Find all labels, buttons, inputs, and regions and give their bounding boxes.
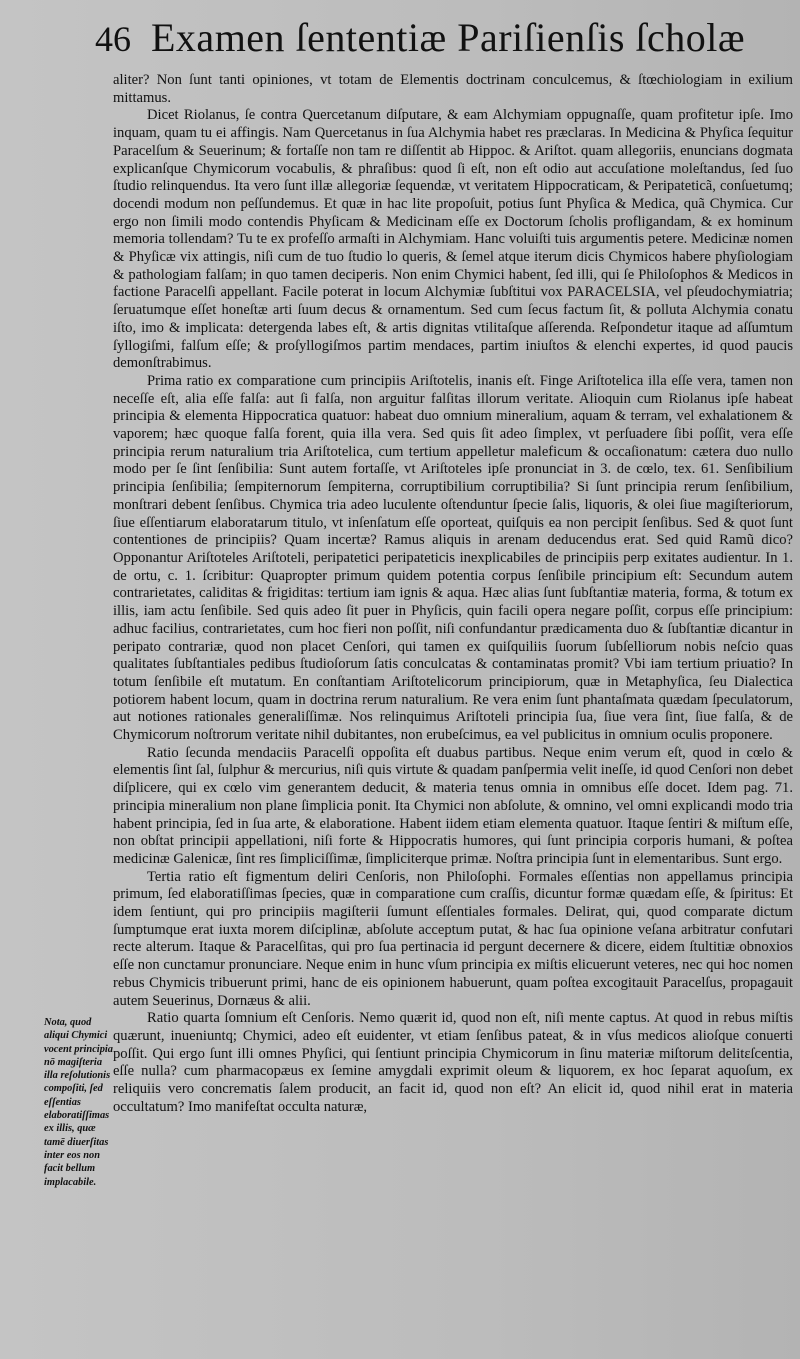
paragraph: Tertia ratio eſt figmentum deliri Cenſoris, non Philoſophi. Formales eſſentias non appellamus principia primum, ſed elaboratiſſimas ſpecies, quæ in comparatione cum craſſis, dicuntur formæ quædam eſſe, & ſpiritus: Et idem ſentiunt, qui pro principiis magiſterii ſumunt eſſentiales formales. Delirat, qui, quod comparate dictum ſumptumque erat iuxta morem diſciplinæ, abſolute acceptum putat, & hac ſua opinione veſana arbitratur confutari recte alterum. Itaque & Paracelſitas, qui pro ſua pertinacia id pergunt decernere & dicere, eidem ſtultitiæ obnoxios eſſe non cunctamur pronunciare. Neque enim in hunc vſum principia ex miſtis elicuerunt veteres, nec qui hoc nomen rebus Chymicis tribuerunt primi, hanc de eis opinionem habuerunt, quam poſtea excogitauit Paracelſus, propagauit autem Seuerinus, Dornæus & alii. [113,868,793,1009]
running-title: Examen ſententiæ Pariſienſis ſcholæ [151,15,746,60]
page-number: 46 [95,19,131,59]
page-header [95,14,795,68]
paragraph: Dicet Riolanus, ſe contra Quercetanum diſputare, & eam Alchymiam oppugnaſſe, quam profitetur ipſe. Imo inquam, quam tu ei affingis. Nam Quercetanus in ſua Alchymia habet res præclaras. In Medicina & Phyſica ſequitur Paracelſum & Seuerinum; & fortaſſe non tam re diſſentit ab Hippoc. & Ariſtot. quam allegoriis, enuncians dogmata explicanſque Chymicorum vocabulis, & phraſibus: quod ſi eſt, non eſt odio aut accuſatione moleſtandus, ſed ſuo ſtudio relinquendus. Ita vero ſunt illæ allegoriæ ſequendæ, vt veritatem Hippocraticam, & Peripateticã, conſuetumq; docendi modum non peſſundemus. Et quæ in hac lite propoſuit, potius ſunt Phyſica & Medica, quã Chymica. Cur ergo non ſimili modo contendis Phyſicam & Medicinam eſſe ex Doctorum ſcholis profligandam, & ex hominum memoria tollendam? Tu te ex profeſſo armaſti in Alchymiam. Hanc voluiſti tuis argumentis petere. Medicinæ nomen & Phyſicæ vix attingis, niſi cum de tuo ſtudio lo queris, & ſemel atque iterum dicis Chymicos habere phyſiologiam & pathologiam falſam; in quo tamen deciperis. Non enim Chymici habent, ſed illi, qui ſe Philoſophos & Medicos in factione Paracelſi appellant. Facile poterat in locum Alchymiæ ſubſtitui vox PARACELSIA, vel pſeudochymiatria; ſeruatumque eſſet honeſtæ arti ſuum decus & ornamentum. Sed cum ſecus factum ſit, & polluta Alchymia conatu iſto, imo & implicata: detergenda labes eſt, & artis dignitas vtilitaſque aſſerenda. Reſpondetur itaque ad aſſumtum ſyllogiſmi, falſum eſſe; & proſyllogiſmos partim mendaces, partim iniuſtos & elenchi expertes, id quod paucis demonſtrabimus. [113,107,793,372]
paragraph: aliter? Non ſunt tanti opiniones, vt totam de Elementis doctrinam conculcemus, & ſtœchiologiam in exilium mittamus. [113,72,793,106]
main-text-block [113,72,793,1116]
paragraph: Prima ratio ex comparatione cum principiis Ariſtotelis, inanis eſt. Finge Ariſtotelica illa eſſe vera, tamen non neceſſe eſt, alia eſſe falſa: aut ſi falſa, non arguitur falſitas illorum veritate. Alioquin cum Riolanus ipſe habeat principia & elementa Hippocratica quatuor: habeat duo omnium mineralium, aquam & terram, vel exhalationem & vaporem; hæc quoque falſa forent, quia illa vera. Sed quis ſit adeo ſimplex, vt perſuadere ſibi poſſit, vera eſſe principia rerum naturalium tria Ariſtotelica, cum tertium appelletur maleficum & occaſionatum: cætera duo nullo modo per ſe ſint ſenſibilia: Sunt autem fortaſſe, vt Ariſtoteles ipſe pronunciat in 3. de cœlo, tex. 61. Senſibilium principia ſenſibilia; ſempiternorum ſempiterna, corruptibilium corruptibilia? Si ſunt principia rerum ſenſibilium, monſtrari debent ſenſibus. Chymica tria adeo luculente oſtenduntur ſpecie ſalis, liquoris, & olei ſiue magiſteriorum, ſiue eſſentiarum elaboratarum titulo, vt inſenſatum eſſe oporteat, quiſquis ea non percipit ſenſibus. Sed & quot ſunt contentiones de principiis? Quam incertæ? Ramus aliquis in arenam deducendus erat. Sed quid Ramũ dico? Opponantur Ariſtoteles Ariſtoteli, peripatetici peripateticis inexplicabiles de principiis perp exitates audientur. In 1. de ortu, c. 1. ſcribitur: Quapropter primum quidem potentia corpus ſenſibile principium eſt: Secundum autem contrarietates, caliditas & frigiditas: tertium iam ignis & aqua. Hæc alias ſunt ſubſtantiæ materia, forma, & totum ex illis, iam actu ſenſibile. Sed quis adeo ſit puer in Phyſicis, quin facili opera negare poſſit, corpus eſſe principium: adhuc facilius, contrarietates, cum hoc fieri non poſſit, niſi confundantur prædicamenta duo & ſubſtantiæ dicantur in peripato contrariæ, quod non placet Cenſori, qui tamen ex quiſquiliis ſuorum ſubſelliorum nobis neſcio quas qualitates ſubſtantiales pedibus ſtudioſorum ſatis conculcatas & contaminatas promit? Vbi iam tertium priuatio? In totum ſenſibile eſt mutatum. En conſtantiam Ariſtotelicorum principiorum, quæ in Metaphyſica, ſeu Dialectica potiorem habent locum, quam in doctrina rerum naturalium. Re vera enim ſunt phantaſmata quædam ſpeculatorum, aut notiones rationales generaliſſimæ. Nos relinquimus Ariſtoteli principia ſua, ſiue vera ſint, ſiue falſa, & de Chymicorum noſtrorum veritate nihil dubitantes, non erubeſcimus, ea vel publicitus in omnium oculis proponere. [113,372,793,744]
paragraph: Ratio quarta ſomnium eſt Cenſoris. Nemo quærit id, quod non eſt, niſi mente captus. At quod in rebus miſtis quærunt, inueniuntq; Chymici, adeo eſt euidenter, vt etiam ſenſibus pateat, & in vſus medicos alioſque conuerti poſſit. Qui ergo ſunt illi omnes Phyſici, qui ſentiunt principia Chymicorum in ſinu materiæ miſtorum delitεſcentia, eſſe nulla? cum pharmacopæus ex ſemine amygdali exprimit oleum & liquorem, ex hoc ſeparat aquoſum, ex reliquiis vero concrematis ſalem producit, an facit id, quod non eſt? An elicit id, quod nihil erat in materia occultatum? Imo manifeſtat occulta naturæ, [113,1010,793,1115]
paragraph: Ratio ſecunda mendaciis Paracelſi oppoſita eſt duabus partibus. Neque enim verum eſt, quod in cœlo & elementis ſint ſal, ſulphur & mercurius, niſi quis virtute & quadam panſpermia velit ineſſe, id quod Cenſori non debet diſplicere, qui ex cœlo vim generantem deducit, & materia tenus omnia in omnibus eſſe docet. Idem pag. 71. principia mineralium non plane ſimplicia ponit. Ita Chymici non abſolute, & omnino, vel omni explicandi modo tria habent principia, ſed in ſua arte, & elaboratione. Habent iidem etiam elementa quatuor. Itaque ſentiri & miſtum eſſe, non obſtat principii appellationi, niſi forte & Hippocratis humores, qui ſunt principia corporis humani, & poſtea medicinæ Galenicæ, ſint res ſimpliciſſimæ, ſimpliciterque primæ. Noſtra principia ſunt in elementaribus. Sunt ergo. [113,744,793,867]
marginal-note: Nota, quod aliqui Chymici vocent principia nō magiſteria illa reſolutionis compoſiti, ſed eſſentias elaboratiſſimas ex illis, quæ tamē diuerſitas inter eos non facit bellum implacabile. [44,1017,113,1188]
